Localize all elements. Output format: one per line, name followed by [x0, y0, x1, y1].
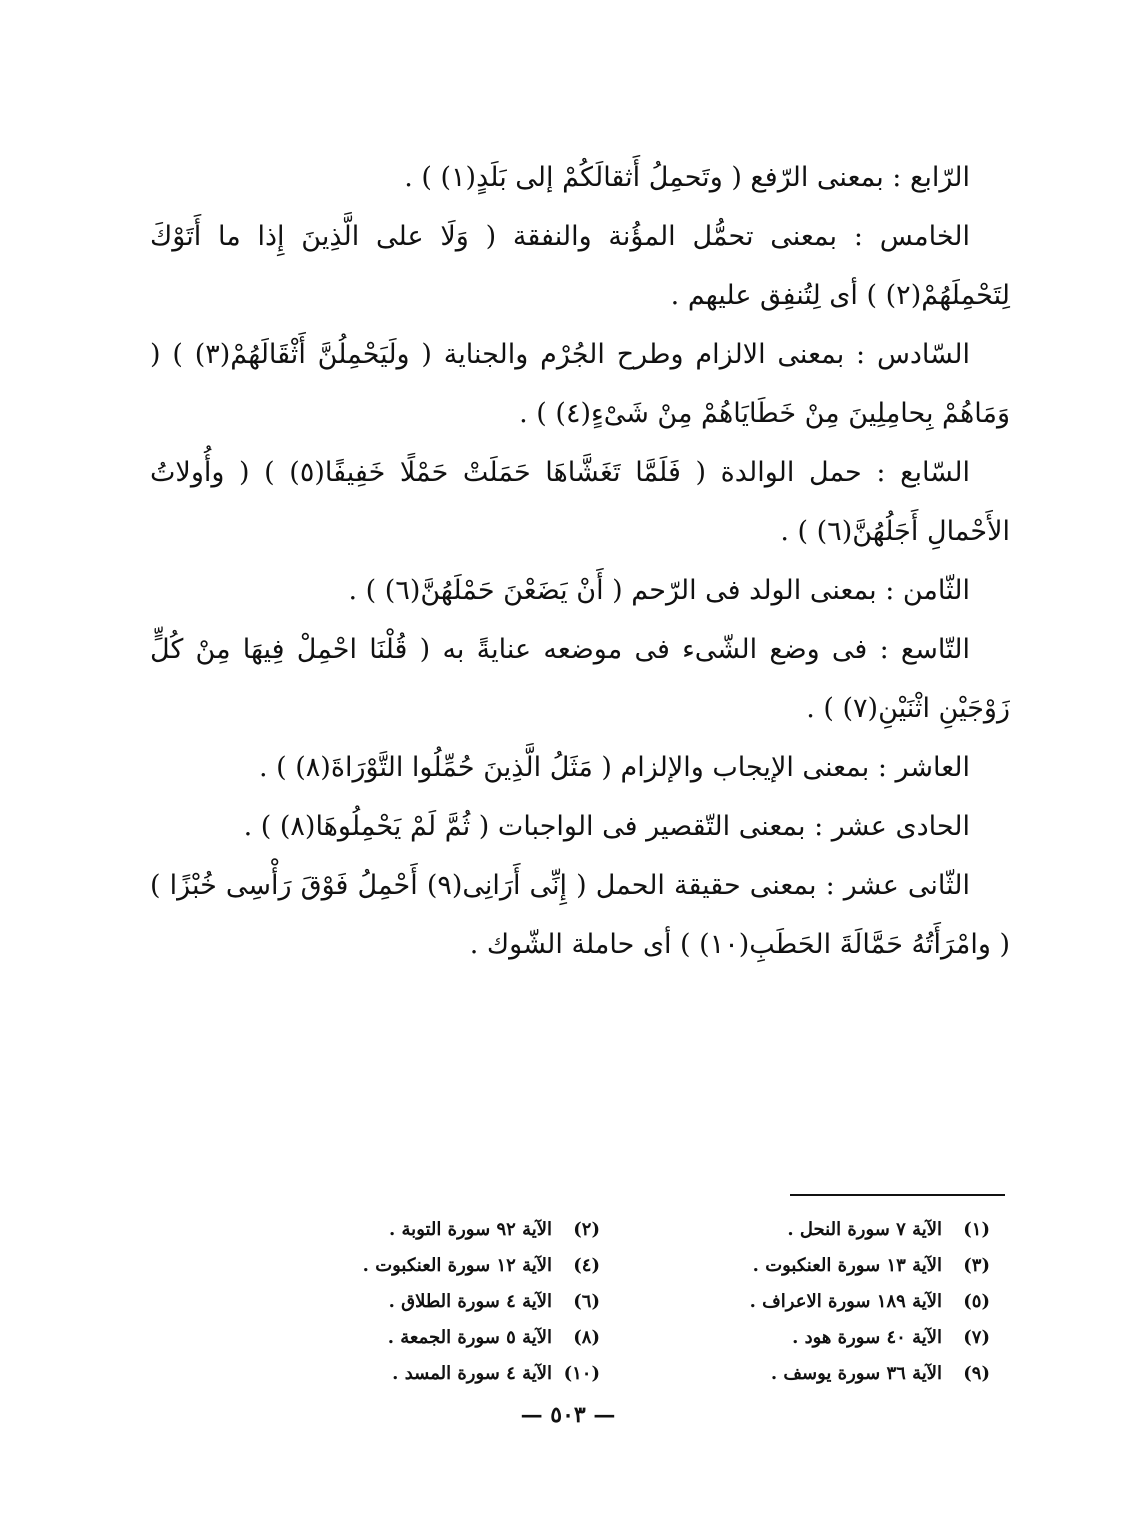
- footnote-text: الآية ٥ سورة الجمعة .: [387, 1327, 552, 1348]
- footnote-7: [640, 1320, 990, 1356]
- footnote-1: [640, 1212, 990, 1248]
- footnote-number: (٧): [963, 1327, 990, 1348]
- footnote-5: [640, 1284, 990, 1320]
- paragraph-6: التّاسع : فى وضع الشّىء فى موضعه عنايةً به ( قُلْنَا احْمِلْ فِيهَا مِنْ كُلٍّ زَوْجَيْنِ اثْنَيْنِ(٧) ) .: [150, 634, 1010, 724]
- page-number: — ٥٠٣ —: [520, 1402, 616, 1428]
- footnote-4: [250, 1248, 600, 1284]
- paragraph-3: السّادس : بمعنى الالزام وطرح الجُرْم والجناية ( ولَيَحْمِلُنَّ أَثْقَالَهُمْ(٣) ) ( وَمَاهُمْ بِحامِلِينَ مِنْ خَطَايَاهُمْ مِنْ شَىْءٍ(٤) ) .: [150, 339, 1010, 429]
- footnote-6: [250, 1284, 600, 1320]
- footnote-number: (٣): [963, 1255, 990, 1276]
- footnote-number: (٩): [963, 1363, 990, 1384]
- footnote-number: (٤): [573, 1255, 600, 1276]
- footnote-text: الآية ٤ سورة المسد .: [392, 1363, 552, 1384]
- paragraph-8: الحادى عشر : بمعنى التّقصير فى الواجبات ( ثُمَّ لَمْ يَحْمِلُوهَا(٨) ) .: [243, 811, 970, 842]
- footnote-10: [250, 1356, 600, 1392]
- footnote-text: الآية ٣٦ سورة يوسف .: [770, 1363, 942, 1384]
- footnote-8: [250, 1320, 600, 1356]
- footnote-number: (٦): [573, 1291, 600, 1312]
- footnote-9: [640, 1356, 990, 1392]
- paragraph-9: الثّانى عشر : بمعنى حقيقة الحمل ( إِنِّى أَرَانِى(٩) أَحْمِلُ فَوْقَ رَأْسِى خُبْزًا ) ( وامْرَأَتُهُ حَمَّالَةَ الحَطَبِ(١٠) ) أى حاملة الشّوك .: [150, 870, 1010, 960]
- footnote-number: (٢): [573, 1219, 600, 1240]
- footnote-number: (٨): [573, 1327, 600, 1348]
- footnote-number: (٥): [963, 1291, 990, 1312]
- footnotes: [250, 1212, 990, 1392]
- footnote-text: الآية ١٣ سورة العنكبوت .: [752, 1255, 942, 1276]
- footnote-text: الآية ٩٢ سورة التوبة .: [389, 1219, 552, 1240]
- footnote-text: الآية ٤ سورة الطلاق .: [388, 1291, 552, 1312]
- paragraph-5: الثّامن : بمعنى الولد فى الرّحم ( أَنْ يَضَعْنَ حَمْلَهُنَّ(٦) ) .: [348, 575, 970, 606]
- footnote-number: (١): [963, 1219, 990, 1240]
- main-text: [150, 148, 1010, 974]
- footnote-text: الآية ١٢ سورة العنكبوت .: [362, 1255, 552, 1276]
- paragraph-4: السّابع : حمل الوالدة ( فَلَمَّا تَغَشَّاهَا حَمَلَتْ حَمْلًا خَفِيفًا(٥) ) ( وأُولاتُ الأَحْمالِ أَجَلُهُنَّ(٦) ) .: [150, 457, 1010, 547]
- footnote-2: [250, 1212, 600, 1248]
- paragraph-2: الخامس : بمعنى تحمُّل المؤُنة والنفقة ( وَلَا على الَّذِينَ إِذا ما أَتَوْكَ لِتَحْمِلَهُمْ(٢) ) أى لِتُنفِق عليهم .: [150, 221, 1010, 311]
- footnote-text: الآية ٤٠ سورة هود .: [792, 1327, 942, 1348]
- paragraph-7: العاشر : بمعنى الإيجاب والإلزام ( مَثَلُ الَّذِينَ حُمِّلُوا التَّوْرَاةَ(٨) ) .: [258, 752, 970, 783]
- footnote-number: (١٠): [563, 1363, 600, 1384]
- footnote-text: الآية ١٨٩ سورة الاعراف .: [749, 1291, 942, 1312]
- footnote-3: [640, 1248, 990, 1284]
- footnote-text: الآية ٧ سورة النحل .: [787, 1219, 942, 1240]
- footnote-divider: [790, 1194, 1005, 1196]
- paragraph-1: الرّابع : بمعنى الرّفع ( وتَحمِلُ أَثقالَكُمْ إلى بَلَدٍ(١) ) .: [404, 162, 970, 193]
